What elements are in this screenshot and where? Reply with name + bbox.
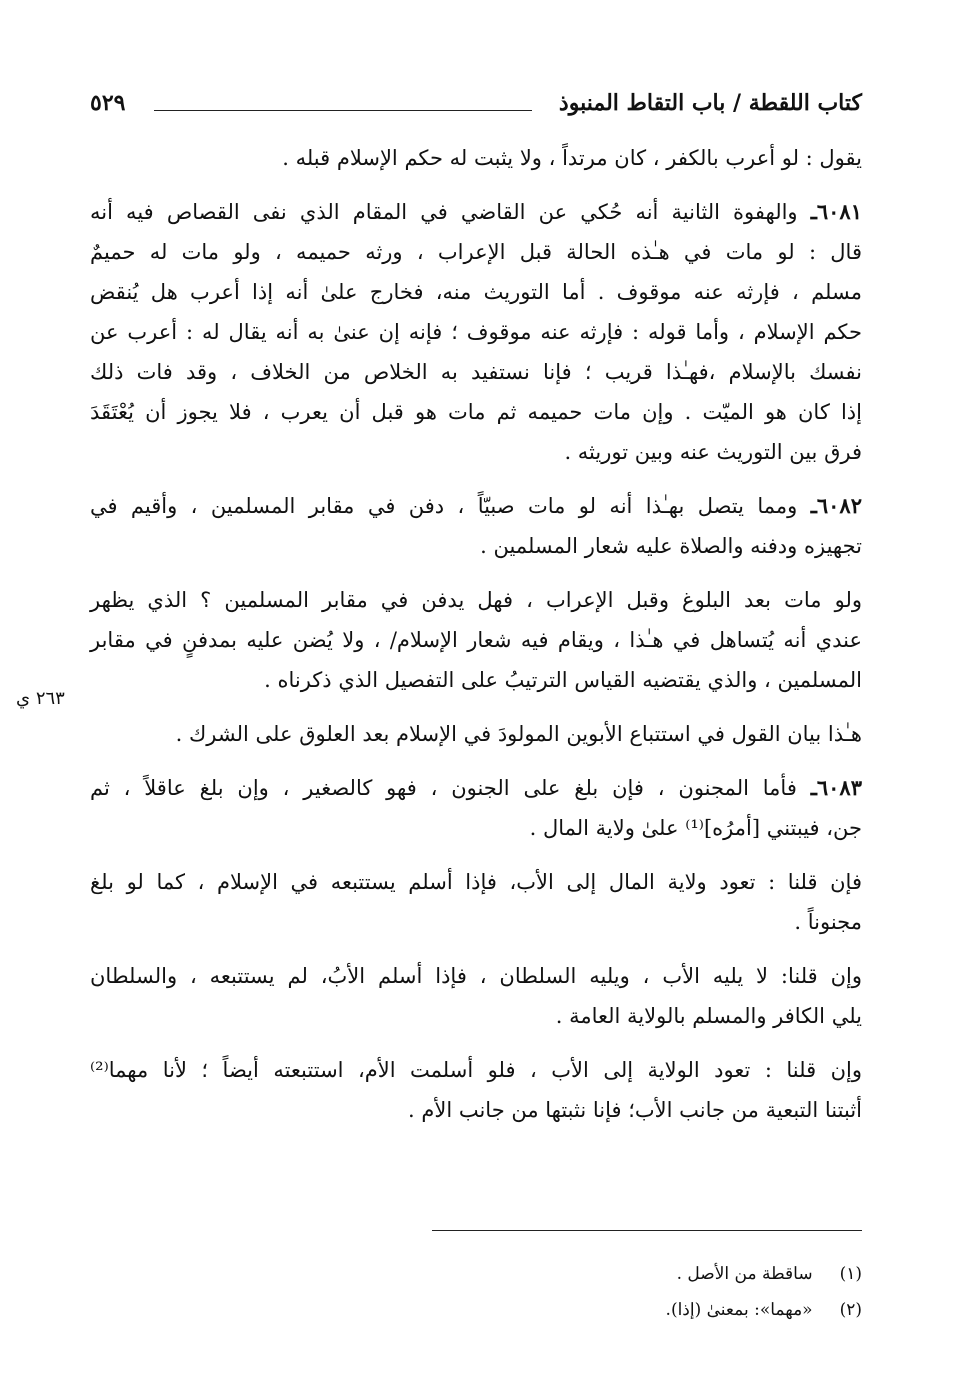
running-title: كتاب اللقطة / باب التقاط المنبوذ — [558, 90, 862, 116]
page-number: ٥٢٩ — [90, 90, 126, 116]
paragraph — [90, 580, 862, 700]
paragraph — [90, 956, 862, 1036]
text-line: تجهيزه ودفنه والصلاة عليه شعار المسلمين . — [480, 534, 862, 558]
paragraph — [90, 138, 862, 178]
text-line: ولو مات بعد البلوغ وقبل الإعراب ، فهل يدفن في مقابر المسلمين ؟ الذي يظهر — [90, 588, 862, 612]
paragraph-number: ٦٠٨٣ـ — [810, 775, 862, 800]
paragraph — [90, 714, 862, 754]
paragraph-6081 — [90, 192, 862, 472]
text-line: حكم الإسلام ، وأما قوله : فإرثه عنه موقوف ؛ فإنه إن عنىٰ به أنه يقال له : أعرب عن — [90, 320, 862, 344]
text-line: ٦٠٨٣ـ فأما المجنون ، فإن بلغ على الجنون ، فهو كالصغير ، وإن بلغ عاقلاً ، ثم — [90, 775, 862, 800]
paragraph-6083 — [90, 768, 862, 848]
text-line: أثبتنا التبعية من جانب الأب؛ فإنا نثبتها من جانب الأم . — [408, 1098, 862, 1122]
text-line: قال : لو مات في هـٰذه الحالة قبل الإعراب ، ورثه حميمه ، ولو مات له حميمٌ — [90, 240, 862, 264]
text-line: فإن قلنا : تعود ولاية المال إلى الأب، فإذا أسلم يستتبعه في الإسلام ، كما لو بلغ — [90, 870, 862, 894]
body-text — [90, 138, 862, 1144]
footnote-rule — [432, 1230, 862, 1231]
paragraph — [90, 1050, 862, 1130]
text-line: نفسك بالإسلام ،فهـٰذا قريب ؛ فإنا نستفيد به الخلاص من الخلاف ، وقد فات ذلك — [90, 360, 862, 384]
text-line: فرق بين التوريث عنه وبين توريثه . — [564, 440, 862, 464]
footnotes — [262, 1256, 862, 1328]
text-line: ٦٠٨٢ـ ومما يتصل بهـٰذا أنه لو مات صبيّاً ، دفن في مقابر المسلمين ، وأقيم في — [90, 493, 862, 518]
paragraph-6082 — [90, 486, 862, 566]
footnote-text: ساقطة من الأصل . — [676, 1264, 813, 1284]
text-line: إذا كان هو الميّت . وإن مات حميمه ثم مات هو قبل أن يعرب ، فلا يجوز أن يُعْتَقَدَ — [90, 400, 862, 424]
text-line: المسلمين ، والذي يقتضيه القياس الترتيبُ على التفصيل الذي ذكرناه . — [264, 668, 862, 692]
text-line: يقول : لو أعرب بالكفر ، كان مرتداً ، ولا يثبت له حكم الإسلام قبله . — [282, 146, 862, 170]
margin-manuscript-reference: ٢٦٣ ي — [16, 688, 65, 709]
footnote-number: (٢) — [839, 1300, 862, 1320]
text-line: ٦٠٨١ـ والهفوة الثانية أنه حُكي عن القاضي في المقام الذي نفى القصاص فيه أنه — [90, 199, 862, 224]
footnote-text: «مهما»: بمعنىٰ (إذا). — [665, 1300, 813, 1320]
text-line: وإن قلنا: لا يليه الأب ، ويليه السلطان ، فإذا أسلم الأبُ، لم يستتبعه ، والسلطان — [90, 964, 862, 988]
paragraph-number: ٦٠٨١ـ — [810, 199, 862, 224]
text-line: هـٰذا بيان القول في استتباع الأبوين المولودَ في الإسلام بعد العلوق على الشرك . — [175, 722, 862, 746]
header-rule — [154, 110, 532, 111]
footnote — [262, 1256, 862, 1292]
text-line: جن، فيبتني [أمرُه]⁽¹⁾ علىٰ ولاية المال . — [529, 816, 862, 840]
text-line: مجنوناً . — [794, 910, 862, 934]
page-header — [90, 90, 862, 130]
text-line: مسلم ، فإرثه عنه موقوف . أما التوريث منه، فخارج علىٰ أنه إذا أعرب هل يُنقض — [90, 280, 862, 304]
text-line: يلي الكافر والمسلم بالولاية العامة . — [555, 1004, 862, 1028]
paragraph — [90, 862, 862, 942]
footnote — [262, 1292, 862, 1328]
paragraph-number: ٦٠٨٢ـ — [810, 493, 862, 518]
text-line: وإن قلنا : تعود الولاية إلى الأب ، فلو أسلمت الأم، استتبعته أيضاً ؛ لأنا مهما⁽²⁾ — [90, 1058, 862, 1082]
text-line: عندي أنه يُتساهل في هـٰذا ، ويقام فيه شعار الإسلام/ ، ولا يُضن عليه بمدفنٍ في مقابر — [90, 628, 862, 652]
footnote-number: (١) — [839, 1264, 862, 1284]
